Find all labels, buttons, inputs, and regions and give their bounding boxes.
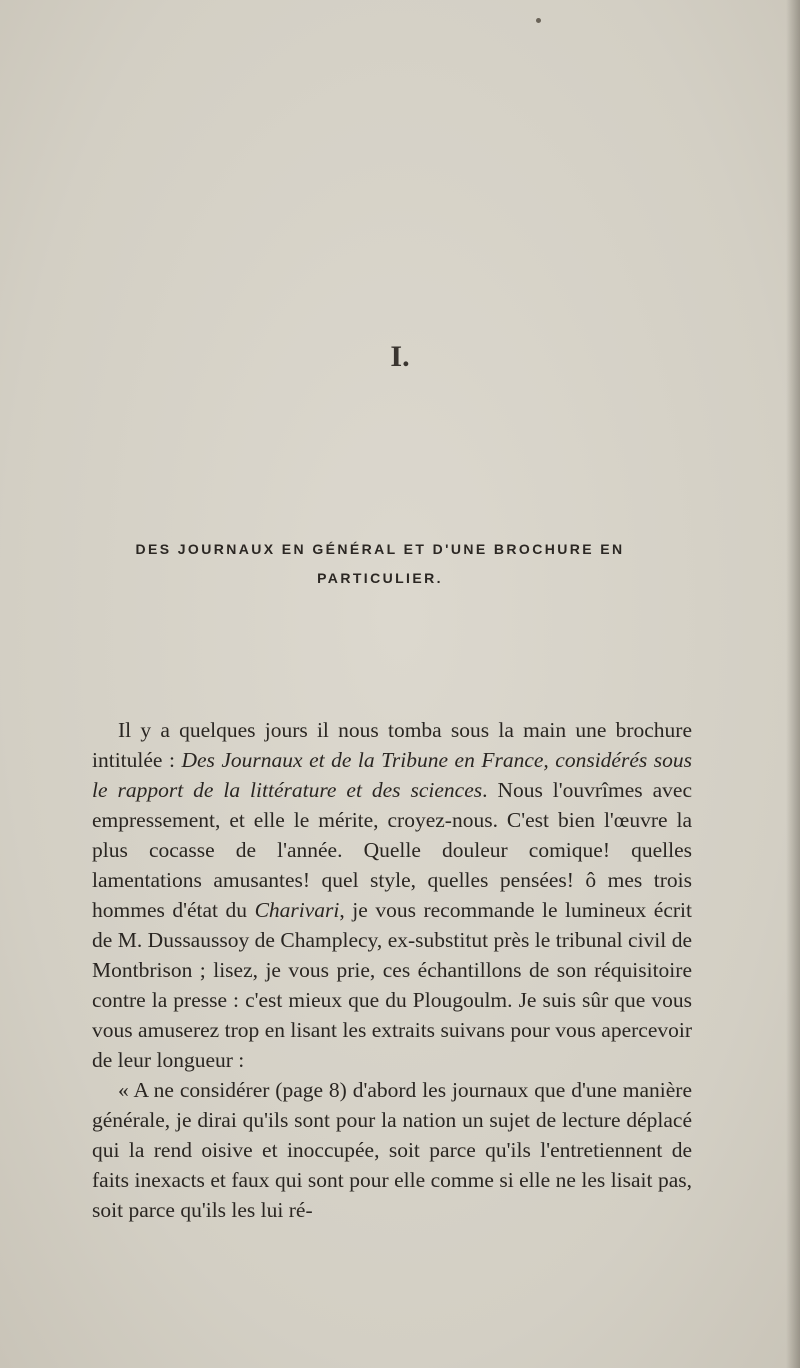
text-segment: « A ne considérer (page 8) d'abord les journaux que d'une manière générale, je dirai qu'ils sont pour la nation un sujet de lecture déplacé qui la rend oisive et inoccupée, soit parce qu'ils l'entretiennent de faits inexacts et faux qui sont pour elle comme si elle ne les lisait pas, soit parce qu'ils les lui ré-: [92, 1078, 692, 1222]
chapter-title: DES JOURNAUX EN GÉNÉRAL ET D'UNE BROCHURE EN PARTICULIER.: [135, 541, 625, 586]
ink-speck: [536, 18, 541, 23]
italic-text: Des Journaux et de la Tribune en France, considérés sous le rapport de la littérature et des sciences: [92, 748, 692, 802]
paragraph: [92, 1075, 692, 1225]
text-segment: , je vous recommande le lumineux écrit de M. Dussaussoy de Champlecy, ex-substitut près le tribunal civil de Montbrison ; lisez, je vous prie, ces échantillons de son réquisitoire contre la presse : c'est mieux que du Plougoulm. Je suis sûr que vous vous amuserez trop en lisant les extraits suivans pour vous apercevoir de leur longueur :: [92, 898, 692, 1072]
page-edge-shadow: [786, 0, 800, 1368]
text-segment: . Nous l'ouvrîmes avec empressement, et elle le mérite, croyez-nous. C'est bien l'œuvre la plus cocasse de l'année. Quelle douleur comique! quelles lamentations amusantes! quel style, quelles pensées! ô mes trois hommes d'état du: [92, 778, 692, 922]
italic-text: Charivari: [254, 898, 340, 922]
paragraph: [92, 715, 692, 1075]
text-segment: Il y a quelques jours il nous tomba sous la main une brochure intitulée :: [92, 718, 692, 772]
chapter-number: I.: [390, 340, 410, 373]
body-text: [92, 715, 692, 1225]
